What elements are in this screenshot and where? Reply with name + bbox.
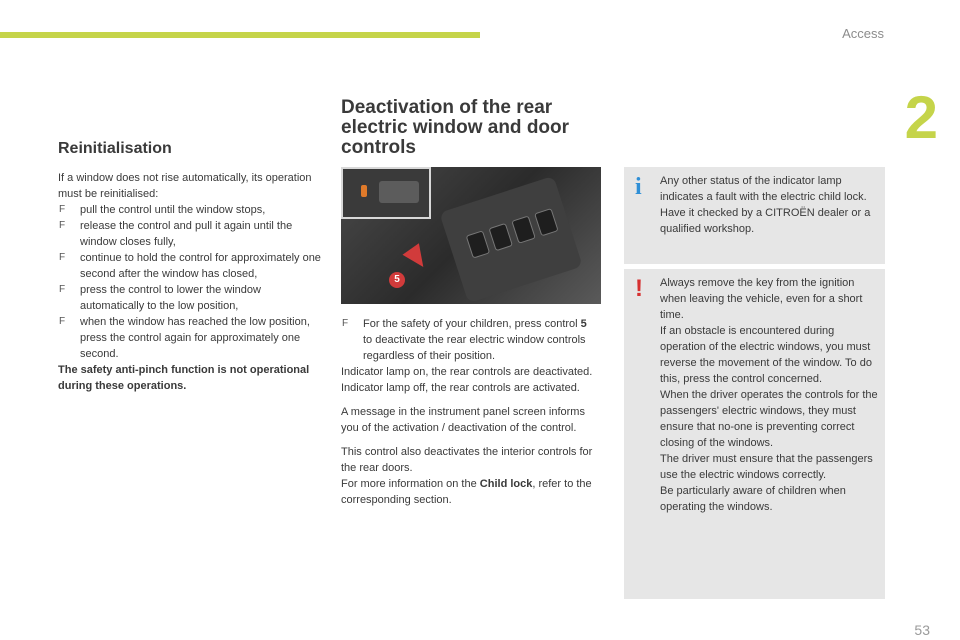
- warning-text-5: Be particularly aware of children when operating the windows.: [660, 485, 846, 513]
- list-item: F continue to hold the control for approximately one second after the window has closed,: [59, 252, 321, 280]
- window-switch-icon: [534, 208, 559, 236]
- reinitialisation-section: [58, 140, 328, 394]
- deactivation-heading: [341, 98, 601, 158]
- child-lock-icon: [379, 181, 419, 203]
- bullet-icon: F: [59, 204, 66, 215]
- warning-text-3: When the driver operates the controls for the passengers' electric windows, they must ensure that no-one is preventing correct closing of the windows.: [660, 389, 878, 449]
- warning-text-4: The driver must ensure that the passengers use the electric windows correctly.: [660, 453, 873, 481]
- warning-box: [624, 269, 885, 599]
- list-item: F press the control to lower the window automatically to the low position,: [59, 284, 261, 312]
- lamp-on-text: Indicator lamp on, the rear controls are deactivated.: [341, 366, 593, 378]
- info-icon: i: [635, 174, 642, 200]
- message-text: A message in the instrument panel screen informs you of the activation / deactivation of the control.: [341, 406, 585, 434]
- deactivation-body: [341, 316, 596, 508]
- info-box: [624, 167, 885, 264]
- info-text-2: Have it checked by a CITROËN dealer or a qualified workshop.: [660, 207, 871, 235]
- list-item: F pull the control until the window stops,: [59, 204, 266, 216]
- deactivation-title-line1: Deactivation of the rear: [341, 97, 553, 118]
- anti-pinch-warning: The safety anti-pinch function is not operational during these operations.: [58, 364, 310, 392]
- lamp-off-text: Indicator lamp off, the rear controls are activated.: [341, 382, 580, 394]
- warning-text-1: Always remove the key from the ignition when leaving the vehicle, even for a short time.: [660, 277, 863, 321]
- reinitialisation-title: Reinitialisation: [58, 140, 172, 157]
- deactivation-title-line3: controls: [341, 137, 416, 158]
- list-item: F For the safety of your children, press control 5 to deactivate the rear electric window controls regardless of their position.: [342, 318, 587, 362]
- window-switch-icon: [511, 215, 536, 243]
- warning-icon: !: [635, 275, 643, 302]
- callout-arrow-icon: [402, 243, 431, 272]
- section-label: Access: [842, 26, 884, 41]
- indicator-lamp-icon: [361, 185, 367, 197]
- window-switch-panel: [439, 176, 582, 303]
- child-lock-link: Child lock: [479, 478, 533, 490]
- page-number: 53: [914, 622, 930, 638]
- window-switch-icon: [488, 223, 513, 251]
- bullet-icon: F: [342, 318, 349, 329]
- bullet-icon: F: [59, 252, 66, 263]
- more-info-text: For more information on the Child lock, refer to the corresponding section.: [341, 478, 592, 506]
- bullet-icon: F: [59, 316, 66, 327]
- header-accent-bar: [0, 32, 480, 38]
- deactivation-title-line2: electric window and door: [341, 117, 570, 138]
- list-item: F when the window has reached the low position, press the control again for approximately one second.: [59, 316, 310, 360]
- warning-text-2: If an obstacle is encountered during operation of the electric windows, you must reverse the movement of the window. To do this, press the control concerned.: [660, 325, 872, 385]
- callout-number: 5: [389, 272, 405, 288]
- bullet-icon: F: [59, 220, 66, 231]
- chapter-number: 2: [904, 84, 938, 151]
- info-text-1: Any other status of the indicator lamp indicates a fault with the electric child lock.: [660, 175, 867, 203]
- window-switch-icon: [466, 230, 491, 258]
- list-item: F release the control and pull it again until the window closes fully,: [59, 220, 293, 248]
- reinitialisation-intro: If a window does not rise automatically, its operation must be reinitialised:: [58, 172, 312, 200]
- indicator-inset: [341, 167, 431, 219]
- door-controls-photo: [341, 167, 601, 304]
- bullet-icon: F: [59, 284, 66, 295]
- interior-text: This control also deactivates the interior controls for the rear doors.: [341, 446, 593, 474]
